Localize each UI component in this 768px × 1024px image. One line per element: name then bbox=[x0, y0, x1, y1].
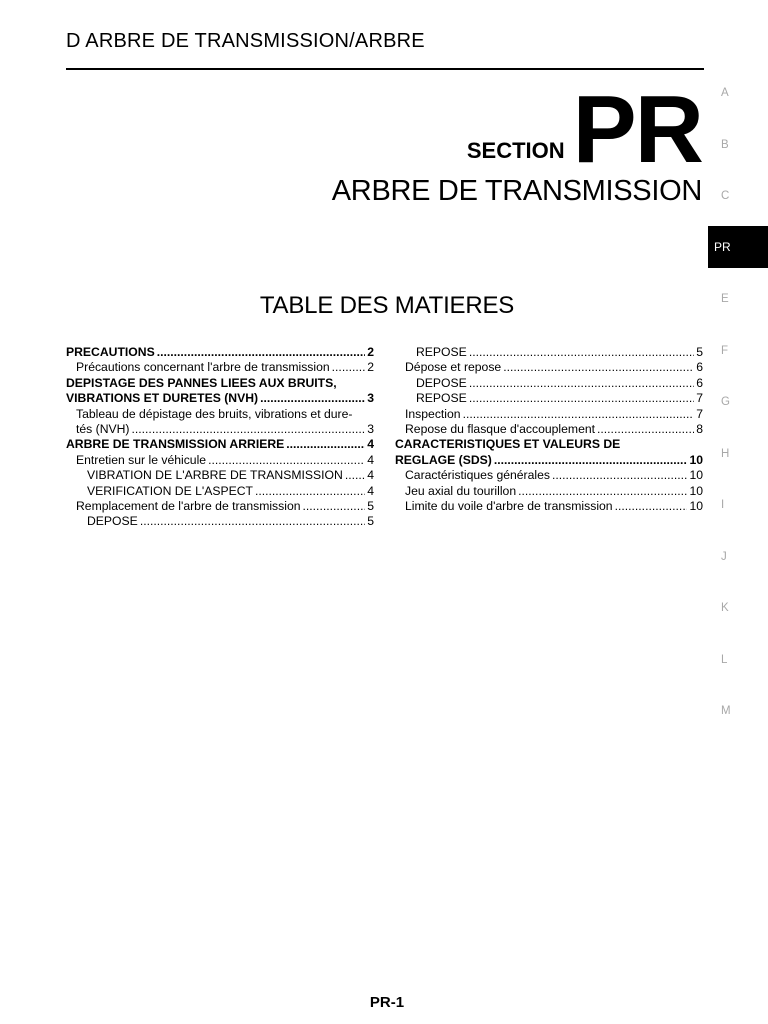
toc-dot-leader bbox=[469, 376, 694, 391]
toc-column-left bbox=[66, 345, 374, 530]
side-tab[interactable]: A bbox=[721, 87, 729, 99]
toc-entry[interactable] bbox=[395, 407, 703, 422]
toc-entry-label: Inspection bbox=[405, 406, 461, 421]
toc-entry[interactable] bbox=[66, 391, 374, 406]
toc-dot-leader bbox=[132, 422, 366, 437]
toc-dot-leader bbox=[463, 407, 695, 422]
toc-entry-page: 5 bbox=[696, 345, 703, 359]
toc-entry-label: VERIFICATION DE L'ASPECT bbox=[87, 483, 253, 498]
side-tab[interactable]: B bbox=[721, 139, 729, 151]
toc-entry-page: 7 bbox=[696, 406, 703, 421]
side-tab[interactable]: H bbox=[721, 448, 730, 460]
toc-entry-page: 4 bbox=[367, 437, 374, 452]
toc-entry[interactable] bbox=[66, 453, 374, 468]
toc-entry-page: 4 bbox=[367, 468, 374, 483]
toc-dot-leader bbox=[518, 484, 687, 499]
toc-dot-leader bbox=[303, 499, 366, 514]
toc-entry-label: Entretien sur le véhicule bbox=[76, 452, 207, 467]
toc-entry-label: VIBRATIONS ET DURETES (NVH) bbox=[66, 391, 259, 406]
toc-entry-label: ARBRE DE TRANSMISSION ARRIERE bbox=[66, 437, 285, 452]
toc-entry[interactable] bbox=[66, 484, 374, 499]
toc-entry[interactable] bbox=[395, 453, 703, 468]
toc-entry-label: Caractéristiques générales bbox=[405, 468, 550, 483]
side-tab-active[interactable]: PR bbox=[708, 226, 768, 268]
toc-entry-page: 3 bbox=[367, 391, 374, 406]
toc-title: TABLE DES MATIERES bbox=[259, 292, 515, 319]
toc-entry-label: Précautions concernant l'arbre de transmission bbox=[76, 360, 330, 375]
toc-entry-page: 2 bbox=[367, 360, 374, 375]
toc-entry[interactable] bbox=[395, 376, 703, 391]
section-title: ARBRE DE TRANSMISSION bbox=[331, 175, 702, 207]
toc-dot-leader bbox=[469, 345, 694, 360]
toc-dot-leader bbox=[552, 468, 687, 483]
toc-entry-page: 10 bbox=[689, 452, 703, 467]
toc-entry-page: 7 bbox=[696, 391, 703, 406]
toc-entry[interactable] bbox=[66, 468, 374, 483]
toc-entry-label: Limite du voile d'arbre de transmission bbox=[405, 499, 613, 514]
toc-dot-leader bbox=[615, 499, 688, 514]
toc-dot-leader bbox=[157, 345, 366, 360]
toc-entry-label: REGLAGE (SDS) bbox=[395, 452, 492, 467]
toc-entry-page: 5 bbox=[367, 499, 374, 514]
toc-entry-page: 10 bbox=[689, 483, 703, 498]
toc-entry[interactable] bbox=[66, 407, 374, 422]
toc-entry-label: Dépose et repose bbox=[405, 360, 502, 375]
toc-entry-label: REPOSE bbox=[416, 391, 467, 406]
toc-dot-leader bbox=[345, 468, 365, 483]
toc-entry-page: 6 bbox=[696, 375, 703, 390]
side-tab[interactable]: I bbox=[721, 499, 725, 511]
toc-dot-leader bbox=[494, 453, 688, 468]
toc-entry-page: 8 bbox=[696, 422, 703, 437]
side-tab[interactable]: J bbox=[721, 551, 727, 563]
section-heading bbox=[466, 76, 702, 183]
toc-entry-label: Jeu axial du tourillon bbox=[405, 483, 517, 498]
toc-dot-leader bbox=[503, 360, 694, 375]
running-header: D ARBRE DE TRANSMISSION/ARBRE bbox=[66, 30, 425, 52]
toc-entry-label: tés (NVH) bbox=[76, 422, 130, 437]
toc-entry[interactable] bbox=[66, 360, 374, 375]
toc-entry[interactable] bbox=[395, 484, 703, 499]
toc-entry-page: 10 bbox=[689, 499, 703, 514]
toc-dot-leader bbox=[597, 422, 694, 437]
toc-entry[interactable] bbox=[66, 422, 374, 437]
toc-column-right bbox=[395, 345, 703, 514]
toc-entry-label: DEPOSE bbox=[416, 375, 467, 390]
toc-entry-label: REPOSE bbox=[416, 345, 467, 359]
toc-entry-page: 5 bbox=[367, 514, 374, 529]
toc-entry-page: 3 bbox=[367, 422, 374, 437]
toc-dot-leader bbox=[260, 391, 365, 406]
toc-entry-page: 4 bbox=[367, 483, 374, 498]
toc-dot-leader bbox=[469, 391, 694, 406]
page-number: PR-1 bbox=[369, 994, 405, 1011]
toc-dot-leader bbox=[286, 437, 365, 452]
toc-entry-label: DEPOSE bbox=[87, 514, 138, 529]
toc-entry-label: VIBRATION DE L'ARBRE DE TRANSMISSION bbox=[87, 468, 343, 483]
toc-dot-leader bbox=[140, 514, 365, 529]
toc-entry-page: 6 bbox=[696, 360, 703, 375]
side-tab[interactable]: G bbox=[721, 396, 730, 408]
toc-dot-leader bbox=[332, 360, 366, 375]
side-tab[interactable]: M bbox=[721, 705, 731, 717]
section-code: PR bbox=[572, 76, 702, 183]
toc-entry-label: Tableau de dépistage des bruits, vibrations et dure- bbox=[76, 406, 353, 421]
toc-entry-page: 2 bbox=[367, 345, 374, 359]
side-tab[interactable]: F bbox=[721, 345, 729, 357]
section-word: SECTION bbox=[466, 138, 565, 163]
toc-entry[interactable] bbox=[395, 345, 703, 360]
header-rule bbox=[66, 68, 704, 70]
toc-entry[interactable] bbox=[66, 437, 374, 452]
toc-entry-label: CARACTERISTIQUES ET VALEURS DE bbox=[395, 437, 621, 452]
side-tab[interactable]: L bbox=[721, 654, 728, 666]
toc-entry[interactable] bbox=[395, 360, 703, 375]
toc-entry-label: Remplacement de l'arbre de transmission bbox=[76, 499, 301, 514]
toc-entry[interactable] bbox=[395, 499, 703, 514]
side-tab[interactable]: E bbox=[721, 293, 729, 305]
side-tab[interactable]: K bbox=[721, 602, 729, 614]
toc-entry[interactable] bbox=[395, 437, 703, 452]
toc-entry-label: DEPISTAGE DES PANNES LIEES AUX BRUITS, bbox=[66, 375, 337, 390]
toc-entry[interactable] bbox=[66, 499, 374, 514]
side-tab[interactable]: C bbox=[721, 190, 730, 202]
toc-entry-page: 10 bbox=[689, 468, 703, 483]
toc-dot-leader bbox=[255, 484, 365, 499]
toc-entry-page: 4 bbox=[367, 452, 374, 467]
toc-entry-label: Repose du flasque d'accouplement bbox=[405, 422, 596, 437]
toc-entry[interactable] bbox=[66, 376, 374, 391]
toc-entry[interactable] bbox=[395, 468, 703, 483]
toc-entry[interactable] bbox=[395, 391, 703, 406]
toc-entry-label: PRECAUTIONS bbox=[66, 345, 155, 359]
toc-dot-leader bbox=[208, 453, 365, 468]
toc-entry[interactable] bbox=[395, 422, 703, 437]
toc-entry[interactable] bbox=[66, 514, 374, 529]
toc-entry[interactable] bbox=[66, 345, 374, 360]
